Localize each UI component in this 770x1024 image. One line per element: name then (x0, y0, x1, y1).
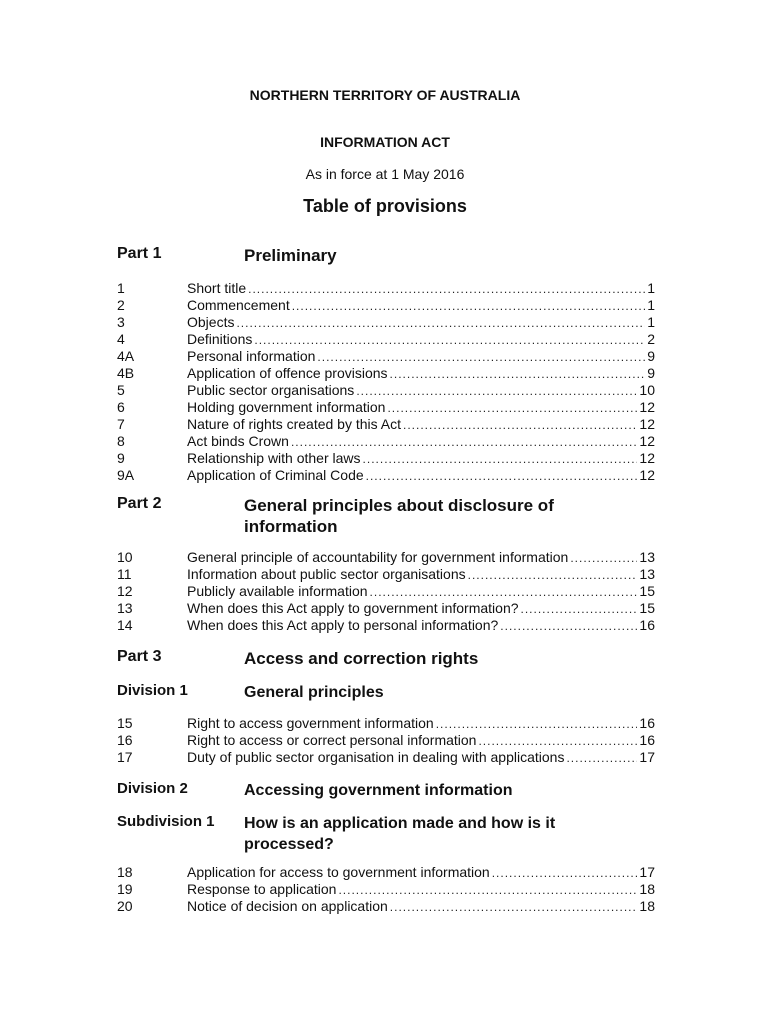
page-number: 1 (647, 314, 655, 330)
section-title: Response to application (187, 881, 337, 897)
toc-entry-line (187, 881, 655, 899)
part-title: Preliminary (244, 246, 337, 265)
division-1-provisions (117, 715, 655, 766)
toc-entry (117, 416, 655, 433)
section-title: Information about public sector organisations (187, 566, 466, 582)
toc-entry-line (187, 864, 655, 882)
toc-entry-line (187, 715, 655, 733)
toc-entry-line (187, 617, 655, 635)
toc-entry-line (187, 600, 655, 618)
section-title: General principle of accountability for government information (187, 549, 569, 565)
part-title: Access and correction rights (244, 649, 479, 668)
toc-entry-line (187, 898, 655, 916)
dot-leader (366, 468, 638, 485)
section-title: Public sector organisations (187, 382, 355, 398)
section-title: When does this Act apply to personal information? (187, 617, 499, 633)
toc-entry-line (187, 583, 655, 601)
section-title: Commencement (187, 297, 290, 313)
page-number: 1 (647, 280, 655, 296)
dot-leader (236, 315, 645, 332)
toc-entry (117, 433, 655, 450)
section-number: 10 (117, 549, 133, 565)
toc-entry (117, 600, 655, 617)
toc-entry (117, 297, 655, 314)
section-number: 5 (117, 382, 125, 398)
dot-leader (370, 584, 638, 601)
section-number: 14 (117, 617, 133, 633)
page-number: 9 (647, 348, 655, 364)
section-title: Right to access government information (187, 715, 434, 731)
dot-leader (291, 434, 637, 451)
dot-leader (492, 865, 638, 882)
toc-entry-line (187, 749, 655, 767)
part-1-provisions (117, 280, 655, 484)
section-number: 4B (117, 365, 135, 381)
section-title: Application of offence provisions (187, 365, 388, 381)
page-number: 1 (647, 297, 655, 313)
dot-leader (387, 400, 637, 417)
toc-entry-line (187, 732, 655, 750)
page-number: 13 (639, 549, 655, 565)
page-number: 2 (647, 331, 655, 347)
dot-leader (254, 332, 645, 349)
page-number: 17 (639, 749, 655, 765)
page-number: 9 (647, 365, 655, 381)
section-number: 3 (117, 314, 125, 330)
page-number: 12 (639, 416, 655, 432)
toc-entry (117, 467, 655, 484)
section-title: Short title (187, 280, 247, 296)
subdivision-label: Subdivision 1 (117, 813, 215, 830)
page-number: 18 (639, 881, 655, 897)
toc-entry (117, 566, 655, 583)
section-title: Duty of public sector organisation in dealing with applications (187, 749, 565, 765)
page-number: 12 (639, 399, 655, 415)
page-number: 10 (639, 382, 655, 398)
section-number: 2 (117, 297, 125, 313)
toc-entry-line (187, 549, 655, 567)
section-number: 12 (117, 583, 133, 599)
dot-leader (500, 618, 637, 635)
part-2-provisions (117, 549, 655, 634)
toc-entry (117, 715, 655, 732)
section-number: 16 (117, 732, 133, 748)
toc-entry-line (187, 331, 655, 349)
section-number: 13 (117, 600, 133, 616)
toc-entry (117, 732, 655, 749)
section-number: 19 (117, 881, 133, 897)
section-title: Application for access to government information (187, 864, 490, 880)
section-title: Act binds Crown (187, 433, 289, 449)
subdivision-1-provisions (117, 864, 655, 915)
dot-leader (248, 281, 645, 298)
dot-leader (356, 383, 637, 400)
section-title: Objects (187, 314, 235, 330)
section-title: Nature of rights created by this Act (187, 416, 401, 432)
dot-leader (566, 750, 637, 767)
toc-entry (117, 314, 655, 331)
section-title: Definitions (187, 331, 253, 347)
dot-leader (436, 716, 638, 733)
toc-entry (117, 583, 655, 600)
division-label: Division 2 (117, 780, 188, 797)
part-label: Part 2 (117, 495, 162, 512)
toc-entry (117, 348, 655, 365)
section-title: Notice of decision on application (187, 898, 388, 914)
toc-title: Table of provisions (303, 196, 467, 216)
toc-entry (117, 382, 655, 399)
toc-entry (117, 280, 655, 297)
toc-entry-line (187, 280, 655, 298)
section-number: 4A (117, 348, 135, 364)
page-number: 15 (639, 583, 655, 599)
section-number: 15 (117, 715, 133, 731)
toc-entry-line (187, 382, 655, 400)
toc-entry-line (187, 566, 655, 584)
section-title: Personal information (187, 348, 316, 364)
section-number: 18 (117, 864, 133, 880)
dot-leader (317, 349, 645, 366)
dot-leader (570, 550, 637, 567)
toc-entry-line (187, 416, 655, 434)
page-number: 15 (639, 600, 655, 616)
toc-entry-line (187, 467, 655, 485)
toc-entry-line (187, 314, 655, 332)
page-number: 17 (639, 864, 655, 880)
section-number: 7 (117, 416, 125, 432)
section-number: 11 (117, 566, 132, 582)
section-number: 20 (117, 898, 133, 914)
toc-entry (117, 331, 655, 348)
page-number: 16 (639, 715, 655, 731)
dot-leader (292, 298, 646, 315)
dot-leader (403, 417, 637, 434)
dot-leader (521, 601, 638, 618)
dot-leader (390, 366, 646, 383)
section-number: 9A (117, 467, 135, 483)
division-title: Accessing government information (244, 782, 513, 799)
section-number: 9 (117, 450, 125, 466)
division-title: General principles (244, 684, 384, 701)
section-title: Relationship with other laws (187, 450, 361, 466)
dot-leader (338, 882, 637, 899)
section-number: 1 (117, 280, 125, 296)
part-label: Part 3 (117, 648, 162, 665)
page-number: 16 (639, 617, 655, 633)
subdivision-title: How is an application made and how is it processed? (244, 815, 556, 853)
dot-leader (468, 567, 638, 584)
toc-entry (117, 898, 655, 915)
section-number: 8 (117, 433, 125, 449)
section-title: When does this Act apply to government information? (187, 600, 519, 616)
toc-entry (117, 617, 655, 634)
toc-entry (117, 365, 655, 382)
toc-entry-line (187, 450, 655, 468)
page-number: 12 (639, 450, 655, 466)
toc-entry-line (187, 399, 655, 417)
jurisdiction-heading: NORTHERN TERRITORY OF AUSTRALIA (249, 87, 521, 103)
toc-entry (117, 749, 655, 766)
section-title: Publicly available information (187, 583, 368, 599)
section-title: Holding government information (187, 399, 386, 415)
part-title: General principles about disclosure of information (244, 496, 554, 536)
page-number: 18 (639, 898, 655, 914)
page-number: 16 (639, 732, 655, 748)
act-title: INFORMATION ACT (320, 134, 450, 150)
dot-leader (478, 733, 637, 750)
dot-leader (363, 451, 638, 468)
section-number: 17 (117, 749, 133, 765)
page-number: 13 (639, 566, 655, 582)
in-force-date: As in force at 1 May 2016 (305, 166, 465, 182)
section-title: Application of Criminal Code (187, 467, 364, 483)
toc-entry (117, 399, 655, 416)
section-number: 4 (117, 331, 125, 347)
toc-entry-line (187, 348, 655, 366)
section-number: 6 (117, 399, 125, 415)
toc-entry (117, 881, 655, 898)
toc-entry-line (187, 433, 655, 451)
dot-leader (390, 899, 638, 916)
page-number: 12 (639, 467, 655, 483)
section-title: Right to access or correct personal information (187, 732, 477, 748)
division-label: Division 1 (117, 682, 188, 699)
toc-entry (117, 864, 655, 881)
part-label: Part 1 (117, 245, 162, 262)
page-number: 12 (639, 433, 655, 449)
toc-entry-line (187, 297, 655, 315)
toc-entry (117, 549, 655, 566)
toc-entry (117, 450, 655, 467)
toc-entry-line (187, 365, 655, 383)
